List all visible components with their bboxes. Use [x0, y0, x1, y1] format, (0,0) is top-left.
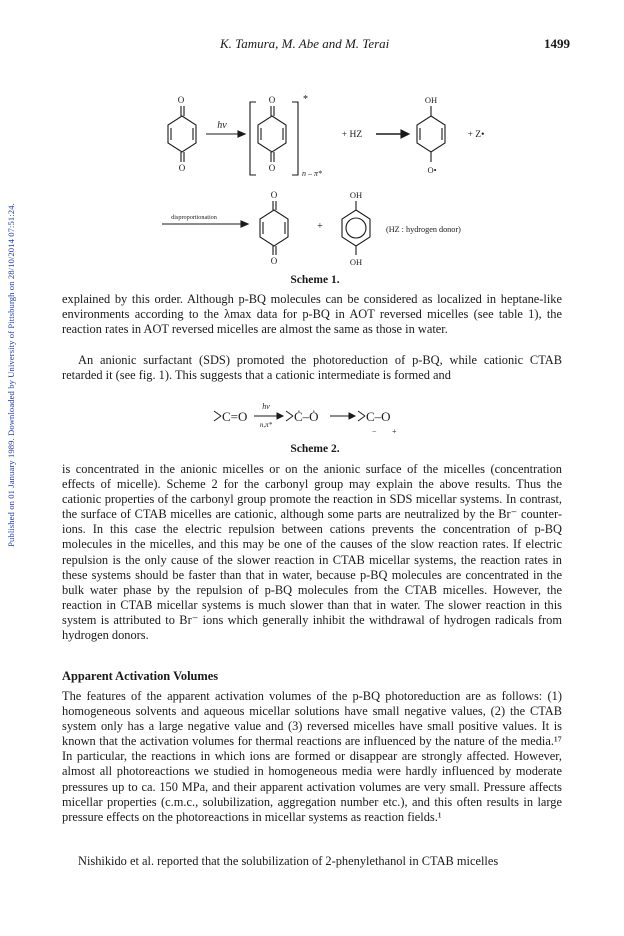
semiquinone-OH: OH [424, 95, 438, 105]
benzoquinone-structure [168, 95, 196, 173]
paragraph-5-text: Nishikido et al. reported that the solubilization of 2-phenylethanol in CTAB micelles [78, 854, 499, 868]
hydroquinone-top-OH: OH [349, 190, 363, 200]
section-heading: Apparent Activation Volumes [62, 669, 219, 683]
plus-charge: + [392, 427, 397, 436]
paragraph-1-text: explained by this order. Although p-BQ molecules can be considered as localized in heptane-like environments according to the λmax data for p-BQ in AOT reversed micelles (see table 1), the reaction rates in AOT reversed micelles are almost the same as those in water. [62, 292, 562, 337]
hv-label: hν [217, 120, 227, 131]
hydroquinone-bottom-OH: OH [349, 257, 363, 267]
paragraph-3 [62, 462, 562, 643]
z-radical: + Z• [467, 130, 485, 140]
excited-asterisk: * [303, 94, 308, 105]
sidebar-text: Published on 01 January 1989. Downloaded by University of Pittsburgh on 28/10/2014 07:51:24. [6, 203, 16, 547]
quinone-top-O: O [177, 95, 185, 105]
paragraph-2-text: An anionic surfactant (SDS) promoted the photoreduction of p-BQ, while cationic CTAB retarded it (see fig. 1). This suggests that a cationic intermediate is formed and [62, 353, 562, 383]
running-authors: K. Tamura, M. Abe and M. Terai [220, 36, 390, 51]
paragraph-2 [62, 353, 562, 383]
scheme-1-caption: Scheme 1. [290, 274, 340, 286]
paragraph-4-text: The features of the apparent activation volumes of the p-BQ photoreduction are as follows: (1) homogeneous solvents and aqueous micellar solutions have small negative values, (2) the CTAB system only has a large negative value and (3) reversed micelles have small positive values. It is known that the activation volumes for thermal reactions are influenced by the nature of the media.¹⁷ In particular, the reactions in which ions are formed or disappear are strongly affected. However, almost all photoreactions we studied in homogeneous media were hardly influenced by moderate pressures up to ca. 150 MPa, and their apparent activation volumes are very small. Pressure affects micellar properties (c.m.c., solubilization, aggregation number etc.), and this often results in large pressure effects on the photoreactions in micellar systems as reaction fields.¹ [62, 689, 562, 824]
n-pi-star-label: n – π* [302, 169, 323, 178]
paragraph-4 [62, 689, 562, 825]
scheme-2-figure [0, 394, 624, 438]
hydroquinone-structure [342, 190, 370, 267]
page-header [60, 36, 570, 54]
diradical-intermediate: Ċ–Ȯ [294, 409, 319, 424]
hz-note: (HZ : hydrogen donor) [386, 225, 461, 234]
paragraph-3-text: is concentrated in the anionic micelles or on the anionic surface of the micelles (concentration effects of micelle). Scheme 2 for the carbonyl group may explain the above results. Thus the cationic properties of the carbonyl group promote the reaction in SDS micellar systems. In contrast, the surface of CTAB micelles are cationic, although some parts are neutralized by the Br⁻ counter-ions. In this case the electric repulsion between cations prevents the concentration of p-BQ molecules in the micelles, and this may be one of the causes of the slow reaction rates. If electric repulsion is the only cause of the slower reaction in CTAB micellar systems, the reaction rates in these systems should be faster than that in water, because p-BQ molecules are concentrated in the bulk water phase by the repulsion of p-BQ molecules from the CTAB micelles. However, the reaction in CTAB micellar systems is much slower than that in water. The slower reaction in this system is attributed to Br⁻ ions which generally inhibit the withdrawal of hydrogen radicals from hydrogen donors. [62, 462, 562, 643]
carbonyl-reactant: C=O [222, 409, 248, 424]
plus-sign: + [317, 221, 323, 232]
scheme2-hv: hν [262, 402, 270, 411]
excited-quinone-structure [250, 94, 322, 178]
excited-bottom-O: O [268, 163, 276, 173]
semiquinone-O-radical: O• [427, 165, 437, 175]
hz-reagent: + HZ [341, 130, 363, 140]
excited-top-O: O [268, 95, 276, 105]
page-number: 1499 [544, 36, 570, 51]
minus-charge: − [372, 427, 377, 436]
paragraph-5 [62, 854, 562, 869]
scheme2-transition: n,π* [259, 421, 273, 429]
disproportionation-label: disproportionation [171, 214, 217, 221]
semiquinone-structure [417, 95, 445, 175]
product-top-O: O [270, 190, 278, 200]
quinone-bottom-O: O [178, 163, 186, 173]
product-bottom-O: O [270, 256, 278, 266]
paragraph-1 [62, 292, 562, 337]
zwitterion-product: C–O [366, 409, 391, 424]
scheme-2-caption: Scheme 2. [290, 443, 340, 455]
benzoquinone-product-structure [260, 190, 288, 266]
